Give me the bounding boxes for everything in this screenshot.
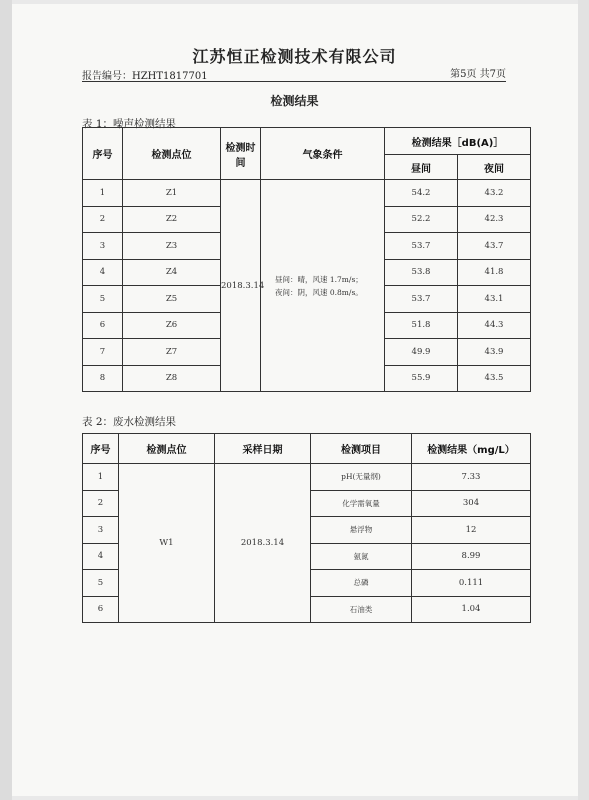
row-number: 6 — [83, 312, 123, 339]
test-result: 0.111 — [412, 570, 531, 597]
monitoring-point: Z7 — [123, 339, 221, 366]
test-result: 8.99 — [412, 543, 531, 570]
day-value: 54.2 — [385, 180, 458, 207]
noise-header-weather: 气象条件 — [261, 128, 385, 180]
row-number: 2 — [83, 490, 119, 517]
report-info-line — [82, 65, 506, 82]
day-value: 52.2 — [385, 206, 458, 233]
day-value: 55.9 — [385, 365, 458, 392]
table2-caption: 表 2：废水检测结果 — [82, 416, 177, 428]
night-value: 41.8 — [458, 259, 531, 286]
night-value: 44.3 — [458, 312, 531, 339]
test-item: 化学需氧量 — [311, 490, 412, 517]
water-header-result: 检测结果（mg/L） — [412, 434, 531, 464]
monitoring-point: Z2 — [123, 206, 221, 233]
day-value: 53.7 — [385, 286, 458, 313]
test-item: 氨氮 — [311, 543, 412, 570]
test-item: 石油类 — [311, 596, 412, 623]
monitoring-point: Z4 — [123, 259, 221, 286]
noise-header-day: 昼间 — [385, 155, 458, 180]
test-result: 304 — [412, 490, 531, 517]
report-number: 报告编号：HZHT1817701 — [82, 71, 208, 82]
row-number: 2 — [83, 206, 123, 233]
monitoring-point: Z1 — [123, 180, 221, 207]
test-result: 1.04 — [412, 596, 531, 623]
noise-header-point: 检测点位 — [123, 128, 221, 180]
day-value: 49.9 — [385, 339, 458, 366]
row-number: 5 — [83, 286, 123, 313]
test-result: 12 — [412, 517, 531, 544]
day-value: 53.7 — [385, 233, 458, 260]
night-value: 43.1 — [458, 286, 531, 313]
row-number: 3 — [83, 517, 119, 544]
night-value: 43.7 — [458, 233, 531, 260]
row-number: 4 — [83, 259, 123, 286]
noise-header-night: 夜间 — [458, 155, 531, 180]
noise-table — [82, 127, 531, 392]
weather-night: 夜间：阴，风速 0.8m/s。 — [275, 287, 363, 297]
sampling-date: 2018.3.14 — [215, 464, 311, 623]
table-row — [83, 180, 531, 207]
monitoring-point: Z8 — [123, 365, 221, 392]
monitoring-point: Z6 — [123, 312, 221, 339]
row-number: 1 — [83, 464, 119, 491]
weather-day: 昼间：晴，风速 1.7m/s； — [275, 274, 363, 284]
row-number: 3 — [83, 233, 123, 260]
section-title: 检测结果 — [270, 94, 319, 108]
night-value: 42.3 — [458, 206, 531, 233]
row-number: 7 — [83, 339, 123, 366]
wastewater-table — [82, 433, 531, 623]
test-result: 7.33 — [412, 464, 531, 491]
test-item: 悬浮物 — [311, 517, 412, 544]
monitoring-point: Z3 — [123, 233, 221, 260]
weather-conditions — [261, 180, 385, 392]
page-number: 第5页 共7页 — [450, 69, 506, 80]
monitoring-point: Z5 — [123, 286, 221, 313]
company-name: 江苏恒正检测技术有限公司 — [192, 47, 397, 66]
night-value: 43.2 — [458, 180, 531, 207]
noise-header-time: 检测时间 — [221, 128, 261, 180]
night-value: 43.9 — [458, 339, 531, 366]
row-number: 8 — [83, 365, 123, 392]
noise-header-result: 检测结果［dB(A)］ — [385, 128, 531, 155]
water-header-item: 检测项目 — [311, 434, 412, 464]
night-value: 43.5 — [458, 365, 531, 392]
page-edge-right — [578, 0, 589, 800]
table-row — [83, 464, 531, 491]
water-header-date: 采样日期 — [215, 434, 311, 464]
row-number: 4 — [83, 543, 119, 570]
page-edge-left — [0, 0, 12, 800]
row-number: 6 — [83, 596, 119, 623]
noise-header-no: 序号 — [83, 128, 123, 180]
monitoring-date: 2018.3.14 — [221, 180, 261, 392]
water-header-point: 检测点位 — [119, 434, 215, 464]
day-value: 53.8 — [385, 259, 458, 286]
row-number: 5 — [83, 570, 119, 597]
test-item: 总磷 — [311, 570, 412, 597]
sampling-point: W1 — [119, 464, 215, 623]
table1-caption: 表 1：噪声检测结果 — [82, 118, 177, 130]
water-header-no: 序号 — [83, 434, 119, 464]
row-number: 1 — [83, 180, 123, 207]
day-value: 51.8 — [385, 312, 458, 339]
test-item: pH(无量纲) — [311, 464, 412, 491]
